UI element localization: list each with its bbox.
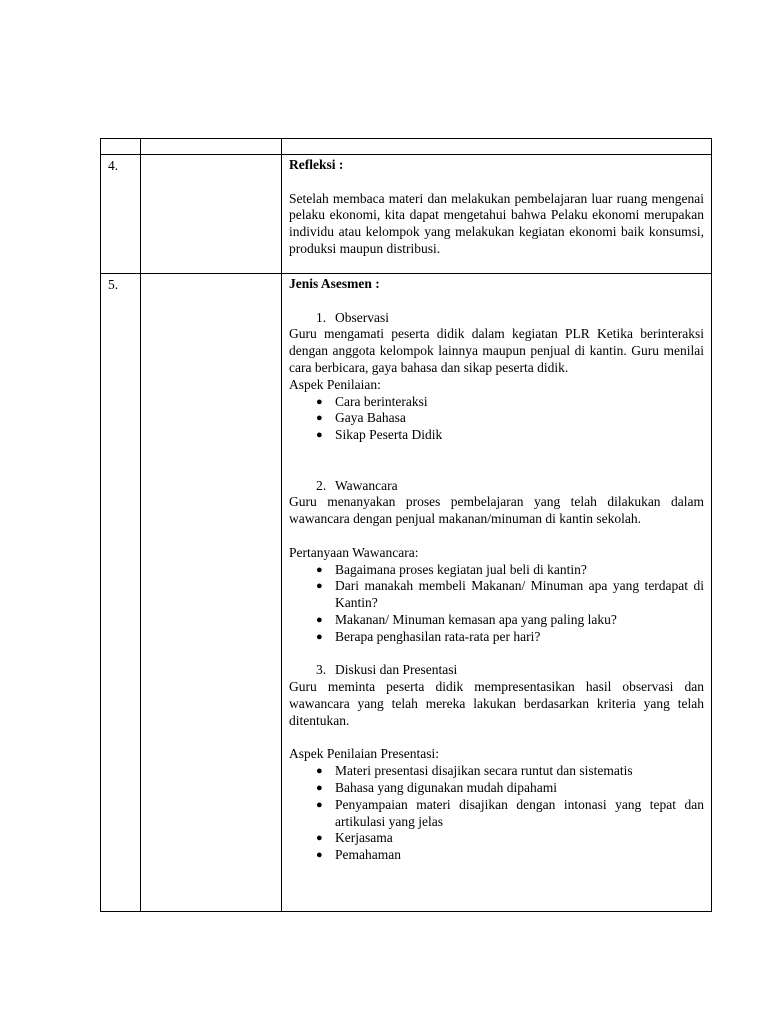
heading-number: 3. [316,662,327,678]
bullet-icon: ● [316,781,323,794]
numbered-heading [289,662,704,679]
section-paragraph: Guru mengamati peserta didik dalam kegiatan PLR Ketika berinteraksi dengan anggota kelompok lainnya maupun penjual di kantin. Guru menilai cara berbicara, gaya bahasa dan sikap peserta didik. [289,326,704,375]
lesson-plan-table [100,138,712,912]
list-item: ● Bagaimana proses kegiatan jual beli di kantin? [316,561,587,577]
header-cell-content [282,139,712,155]
table-row-4 [101,155,712,274]
list-item: ● Sikap Peserta Didik [316,427,443,443]
list-item: ● Pemahaman [316,847,401,863]
list-item: ● Kerjasama [316,830,393,846]
heading-text: Diskusi dan Presentasi [335,662,458,678]
bullet-icon: ● [316,832,323,845]
list-item: ● Bahasa yang digunakan mudah dipahami [316,779,557,795]
numbered-heading [289,310,704,327]
bullet-icon: ● [316,630,323,643]
list-item: ● Dari manakah membeli Makanan/ Minuman apa yang terdapat di Kantin? [316,578,704,611]
header-cell-middle [141,139,282,155]
heading-text: Observasi [335,309,389,325]
bullet-icon: ● [316,563,323,576]
empty-cell [141,155,282,274]
numbered-heading [289,478,704,495]
reflection-paragraph: Setelah membaca materi dan melakukan pembelajaran luar ruang mengenai pelaku ekonomi, kita dapat mengetahui bahwa Pelaku ekonomi merupakan individu atau kelompok yang melakukan kegiatan ekonomi baik konsumsi, produksi maupun distribusi. [289,190,704,256]
row-number-cell [101,274,141,912]
bullet-icon: ● [316,849,323,862]
list-item: ● Penyampaian materi disajikan dengan intonasi yang tepat dan artikulasi yang jelas [316,796,704,829]
row-number-cell [101,155,141,274]
list-item: ● Cara berinteraksi [316,393,428,409]
section-paragraph: Guru meminta peserta didik mempresentasikan hasil observasi dan wawancara yang telah mereka lakukan berdasarkan kriteria yang telah ditentukan. [289,679,704,728]
bullet-icon: ● [316,798,323,811]
section-paragraph: Guru menanyakan proses pembelajaran yang telah dilakukan dalam wawancara dengan penjual makanan/minuman di kantin sekolah. [289,494,704,527]
list-item: ● Berapa penghasilan rata-rata per hari? [316,628,541,644]
content-cell [282,274,712,912]
content-cell [282,155,712,274]
row-number: 4. [108,158,119,173]
bullet-icon: ● [316,395,323,408]
bullet-icon: ● [316,613,323,626]
empty-cell [141,274,282,912]
bullet-icon: ● [316,765,323,778]
list-item: ● Makanan/ Minuman kemasan apa yang paling laku? [316,611,617,627]
header-cell-number [101,139,141,155]
section-sublabel: Aspek Penilaian Presentasi: [289,746,439,762]
table-header-row [101,139,712,155]
list-item: ● Materi presentasi disajikan secara runtut dan sistematis [316,763,633,779]
heading-number: 2. [316,477,327,493]
bullet-icon: ● [316,580,323,593]
bullet-icon: ● [316,429,323,442]
heading-text: Wawancara [335,477,398,493]
row-number: 5. [108,277,119,292]
list-item: ● Gaya Bahasa [316,410,406,426]
section-sublabel: Pertanyaan Wawancara: [289,544,419,560]
section-title: Refleksi : [289,157,344,172]
bullet-icon: ● [316,412,323,425]
heading-number: 1. [316,309,327,325]
section-title: Jenis Asesmen : [289,276,380,291]
table-row-5 [101,274,712,912]
section-sublabel: Aspek Penilaian: [289,376,381,392]
